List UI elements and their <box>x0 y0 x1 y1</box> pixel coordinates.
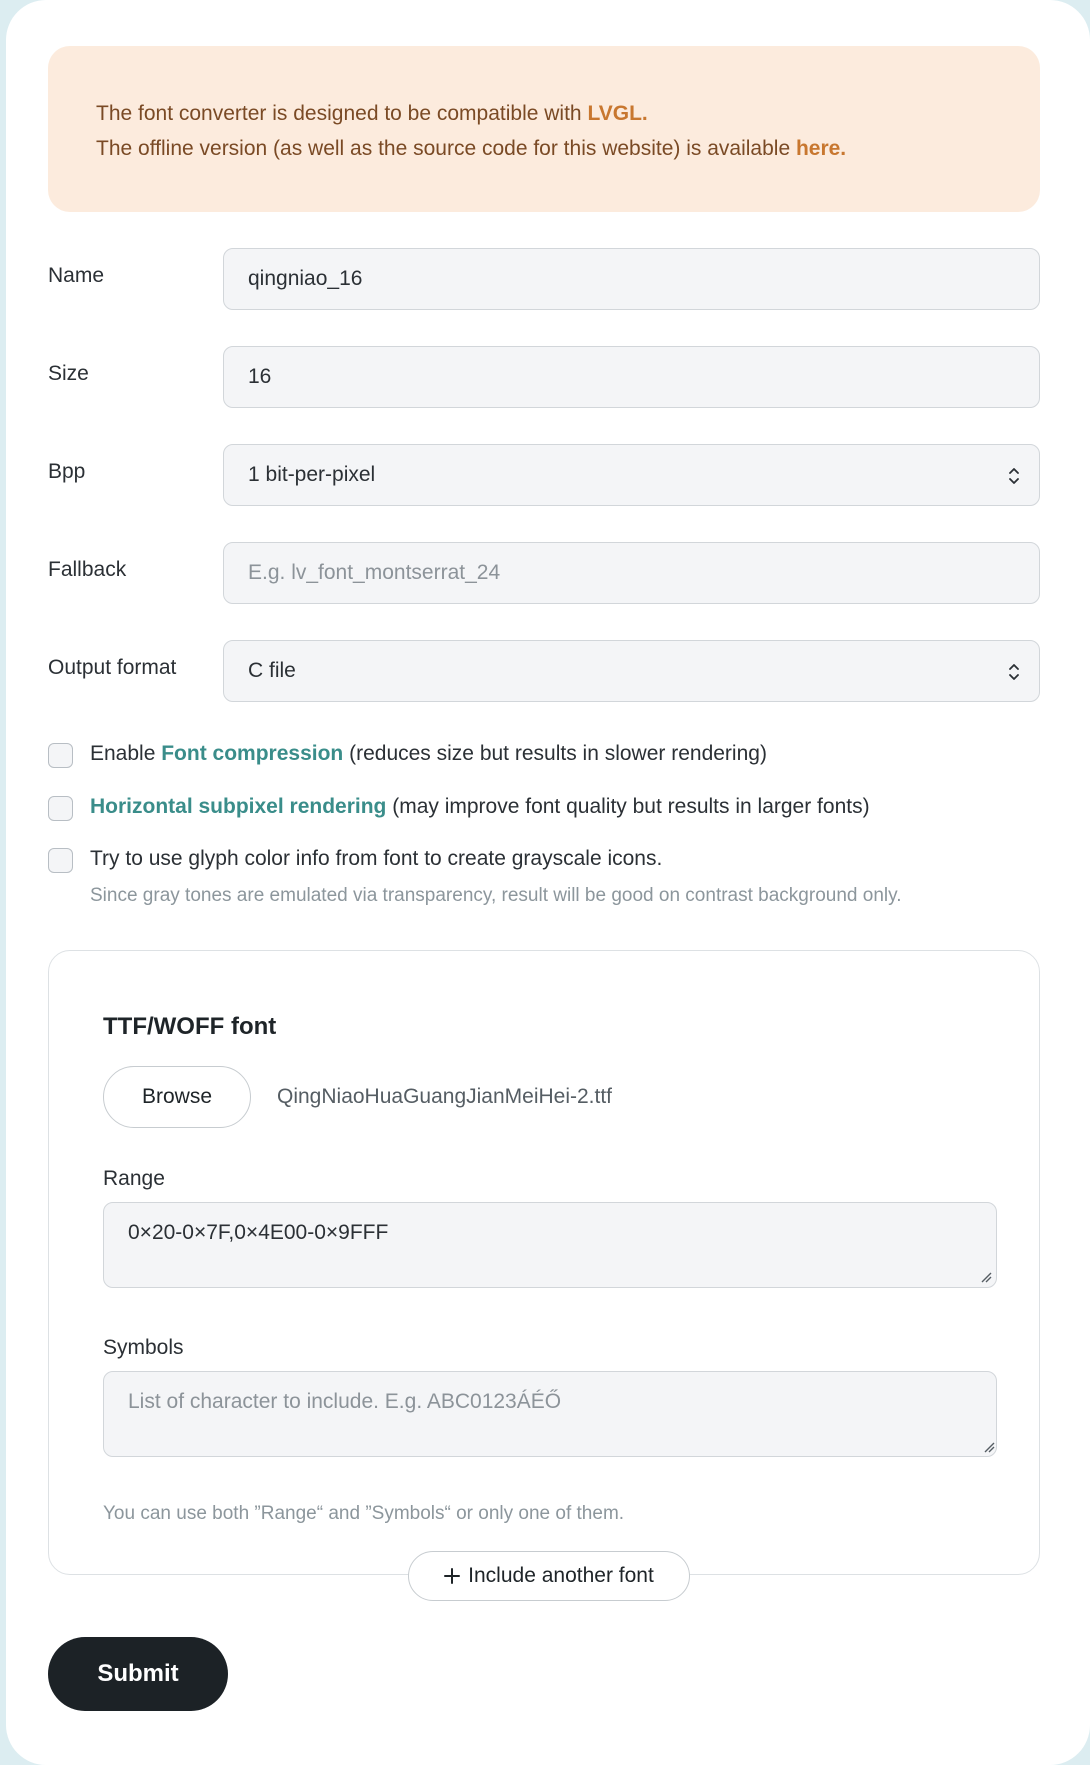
subpixel-checkbox[interactable] <box>48 796 73 821</box>
notice-line-1 <box>96 96 992 131</box>
include-another-font-button[interactable] <box>408 1551 690 1601</box>
source-code-link[interactable]: here. <box>795 137 847 160</box>
output-format-label: Output format <box>48 656 177 679</box>
compression-suffix: (reduces size but results in slower rendering) <box>343 742 767 765</box>
name-label: Name <box>48 264 105 287</box>
size-label: Size <box>48 362 89 385</box>
chevron-up-down-icon <box>1007 465 1021 487</box>
fallback-input[interactable] <box>223 542 1040 604</box>
fallback-label: Fallback <box>48 558 127 581</box>
size-row <box>48 346 1040 408</box>
symbols-textarea[interactable] <box>103 1371 997 1457</box>
symbols-label: Symbols <box>103 1336 184 1359</box>
lvgl-link[interactable]: LVGL. <box>587 102 648 125</box>
font-section <box>48 950 1040 1587</box>
subpixel-suffix: (may improve font quality but results in larger fonts) <box>386 795 870 818</box>
compression-prefix: Enable <box>90 742 162 765</box>
name-row <box>48 248 1040 310</box>
notice-line-2-text: The offline version (as well as the source code for this website) is available <box>96 137 796 160</box>
submit-button[interactable]: Submit <box>48 1637 228 1711</box>
grayscale-checkbox[interactable] <box>48 848 73 873</box>
range-value: 0×20-0×7F,0×4E00-0×9FFF <box>128 1221 389 1244</box>
font-compression-link[interactable]: Font compression <box>161 742 344 765</box>
resize-grip-icon[interactable] <box>983 1441 995 1453</box>
notice-line-2 <box>96 131 992 166</box>
bpp-selected-value: 1 bit-per-pixel <box>248 463 376 486</box>
bpp-label: Bpp <box>48 460 86 483</box>
name-input[interactable] <box>223 248 1040 310</box>
bpp-row <box>48 444 1040 506</box>
notice-line-1-text: The font converter is designed to be compatible with <box>96 102 588 125</box>
output-format-select[interactable] <box>223 640 1040 702</box>
info-notice <box>48 46 1040 212</box>
font-section-title: TTF/WOFF font <box>103 1013 277 1040</box>
browse-button[interactable]: Browse <box>103 1066 251 1128</box>
size-input[interactable] <box>223 346 1040 408</box>
range-label: Range <box>103 1167 165 1190</box>
selected-file-name: QingNiaoHuaGuangJianMeiHei-2.ttf <box>277 1085 613 1108</box>
fallback-row <box>48 542 1040 604</box>
resize-grip-icon[interactable] <box>980 1271 992 1283</box>
include-another-font-label: Include another font <box>468 1564 654 1587</box>
output-format-row <box>48 640 1040 702</box>
grayscale-hint: Since gray tones are emulated via transparency, result will be good on contrast background only. <box>90 885 902 906</box>
compression-checkbox[interactable] <box>48 743 73 768</box>
bpp-select[interactable] <box>223 444 1040 506</box>
range-textarea[interactable] <box>103 1202 997 1288</box>
compression-option-text <box>90 742 767 766</box>
range-symbols-hint: You can use both ”Range“ and ”Symbols“ or only one of them. <box>103 1503 625 1524</box>
plus-icon <box>444 1568 460 1584</box>
chevron-up-down-icon <box>1007 661 1021 683</box>
subpixel-rendering-link[interactable]: Horizontal subpixel rendering <box>90 795 387 818</box>
output-format-selected-value: C file <box>248 659 296 682</box>
grayscale-option-label: Try to use glyph color info from font to create grayscale icons. <box>90 847 663 870</box>
subpixel-option-text <box>90 795 870 819</box>
